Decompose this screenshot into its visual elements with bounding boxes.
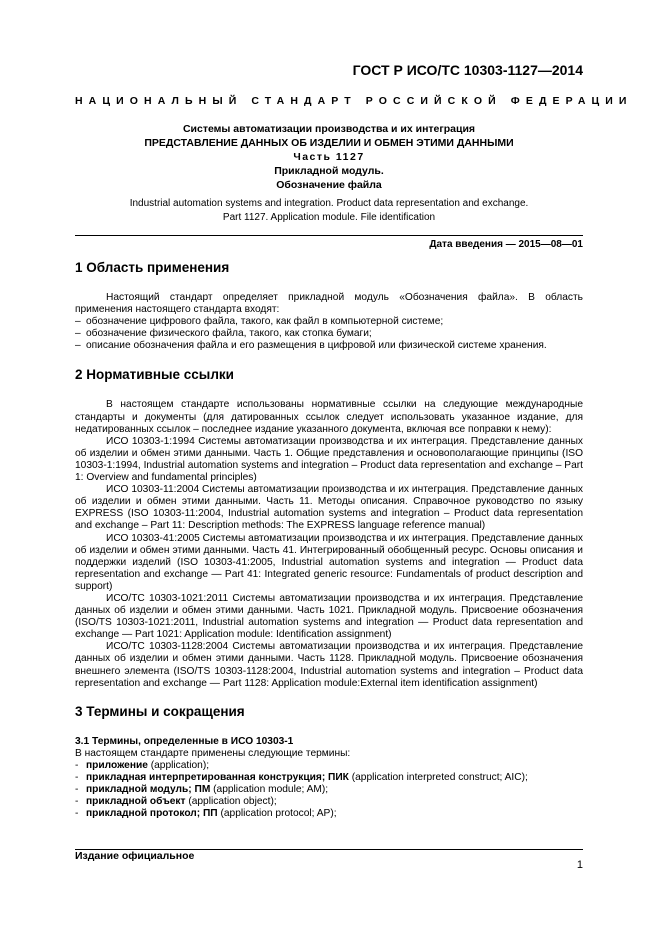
term-item bbox=[75, 808, 583, 820]
term-rest: (application protocol; AP); bbox=[217, 808, 337, 820]
list-item-text: обозначение физического файла, такого, как стопка бумаги; bbox=[86, 328, 372, 340]
standard-code: ГОСТ Р ИСО/ТС 10303-1127—2014 bbox=[352, 62, 583, 78]
dash-marker: – bbox=[75, 316, 81, 328]
reference-iso-ts-10303-1128: ИСО/ТС 10303-1128:2004 Системы автоматизации производства и их интеграция. Представление данных об изделии и обмен этими данными. Часть 1128. Прикладной модуль. Присвоение обозначения внешнего элемента (ISO/TS 10303-1128:2004, Industrial automation systems and integration – Product data representation and exchange — Part 1128: Application module:External item identification assignment) bbox=[75, 641, 583, 689]
english-title-line-2: Part 1127. Application module. File identification bbox=[222, 212, 436, 223]
reference-iso-10303-1: ИСО 10303-1:1994 Системы автоматизации производства и их интеграция. Представление данных об изделии и обмен этими данными. Часть 1. Общие представления и основополагающие принципы (ISO 10303-1:1994, Industrial automation systems and integration – Product data representation and exchange – Part 1: Overview and fundamental principles) bbox=[75, 435, 583, 484]
document-body bbox=[75, 260, 583, 820]
national-standard-banner: НАЦИОНАЛЬНЫЙ СТАНДАРТ РОССИЙСКОЙ ФЕДЕРАЦИИ bbox=[75, 95, 633, 107]
dash-marker: - bbox=[75, 759, 79, 771]
dash-marker: - bbox=[75, 772, 79, 783]
term-name: прикладной протокол; ПП bbox=[86, 808, 218, 820]
term-name: прикладной объект bbox=[86, 796, 186, 808]
list-item bbox=[75, 328, 583, 340]
list-item bbox=[75, 316, 583, 328]
term-name: прикладной модуль; ПМ bbox=[86, 784, 211, 796]
section-2-paragraph: В настоящем стандарте использованы нормативные ссылки на следующие международные стандарты и документы (для датированных ссылок следует использовать указанное издание, для недатированных ссылок – последнее издание указанного документа, включая все поправки к нему): bbox=[75, 399, 583, 435]
title-line-2: ПРЕДСТАВЛЕНИЕ ДАННЫХ ОБ ИЗДЕЛИИ И ОБМЕН ЭТИМИ ДАННЫМИ bbox=[144, 137, 514, 149]
english-title-line-1: Industrial automation systems and integration. Product data representation and exchange. bbox=[129, 198, 529, 209]
list-item-text: описание обозначения файла и его размещения в цифровой или физической системе хранения. bbox=[86, 340, 547, 352]
term-item bbox=[75, 784, 583, 796]
term-rest: (application module; AM); bbox=[210, 784, 329, 796]
english-title bbox=[75, 197, 583, 225]
term-rest: (application object); bbox=[185, 796, 277, 808]
section-3-intro: В настоящем стандарте применены следующие термины: bbox=[75, 747, 351, 759]
section-2-heading: 2 Нормативные ссылки bbox=[75, 367, 234, 383]
term-name: приложение bbox=[86, 759, 148, 771]
term-item bbox=[75, 772, 583, 784]
term-item bbox=[75, 760, 583, 772]
reference-iso-10303-41: ИСО 10303-41:2005 Системы автоматизации производства и их интеграция. Представление данных об изделии и обмен этими данными. Часть 41. Интегрированный обобщенный ресурс. Основы описания и поддержки изделий (ISO 10303-41:2005, Industrial automation systems and integration — Product data representation and exchange — Part 41: Integrated generic resource: Fundamentals of product description and support) bbox=[75, 532, 583, 592]
dash-marker: – bbox=[75, 328, 81, 340]
term-rest: (application interpreted construct; AIC); bbox=[348, 772, 528, 783]
title-line-4: Прикладной модуль. bbox=[274, 165, 384, 177]
dash-marker: - bbox=[75, 808, 79, 820]
dash-marker: – bbox=[75, 340, 81, 352]
subsection-3-1-heading: 3.1 Термины, определенные в ИСО 10303-1 bbox=[75, 735, 294, 747]
list-item-text: обозначение цифрового файла, такого, как файл в компьютерной системе; bbox=[86, 316, 444, 328]
section-1-intro: Настоящий стандарт определяет прикладной модуль «Обозначения файла». В область применения настоящего стандарта входят: bbox=[75, 292, 583, 316]
term-name: прикладная интерпретированная конструкция; ПИК bbox=[86, 772, 349, 783]
list-item bbox=[75, 340, 583, 352]
section-3-heading: 3 Термины и сокращения bbox=[75, 703, 245, 719]
title-part: Часть 1127 bbox=[293, 151, 365, 163]
reference-iso-ts-10303-1021: ИСО/ТС 10303-1021:2011 Системы автоматизации производства и их интеграция. Представление данных об изделии и обмен этими данными. Часть 1021. Прикладной модуль. Присвоение обозначения (ISO/TS 10303-1021:2011, Industrial automation systems and integration — Product data representation and exchange — Part 1021: Application module: Identification assignment) bbox=[75, 592, 583, 641]
introduction-date: Дата введения — 2015—08—01 bbox=[75, 235, 583, 250]
title-block bbox=[75, 122, 583, 192]
dash-marker: - bbox=[75, 796, 79, 808]
term-item bbox=[75, 796, 583, 808]
term-rest: (application); bbox=[147, 759, 210, 771]
dash-marker: - bbox=[75, 784, 79, 796]
title-line-5: Обозначение файла bbox=[276, 179, 382, 191]
title-line-1: Системы автоматизации производства и их интеграция bbox=[182, 123, 476, 135]
reference-iso-10303-11: ИСО 10303-11:2004 Системы автоматизации производства и их интеграция. Представление данных об изделии и обмен этими данными. Часть 11. Методы описания. Справочное руководство по языку EXPRESS (ISO 10303-11:2004, Industrial automation systems and integration – Product data representation and exchange – Part 11: Description methods: The EXPRESS language reference manual) bbox=[75, 484, 583, 532]
official-edition-footer bbox=[75, 849, 583, 862]
section-1-heading: 1 Область применения bbox=[75, 260, 230, 275]
page-number: 1 bbox=[576, 859, 583, 871]
official-edition-label: Издание официальное bbox=[75, 850, 195, 862]
